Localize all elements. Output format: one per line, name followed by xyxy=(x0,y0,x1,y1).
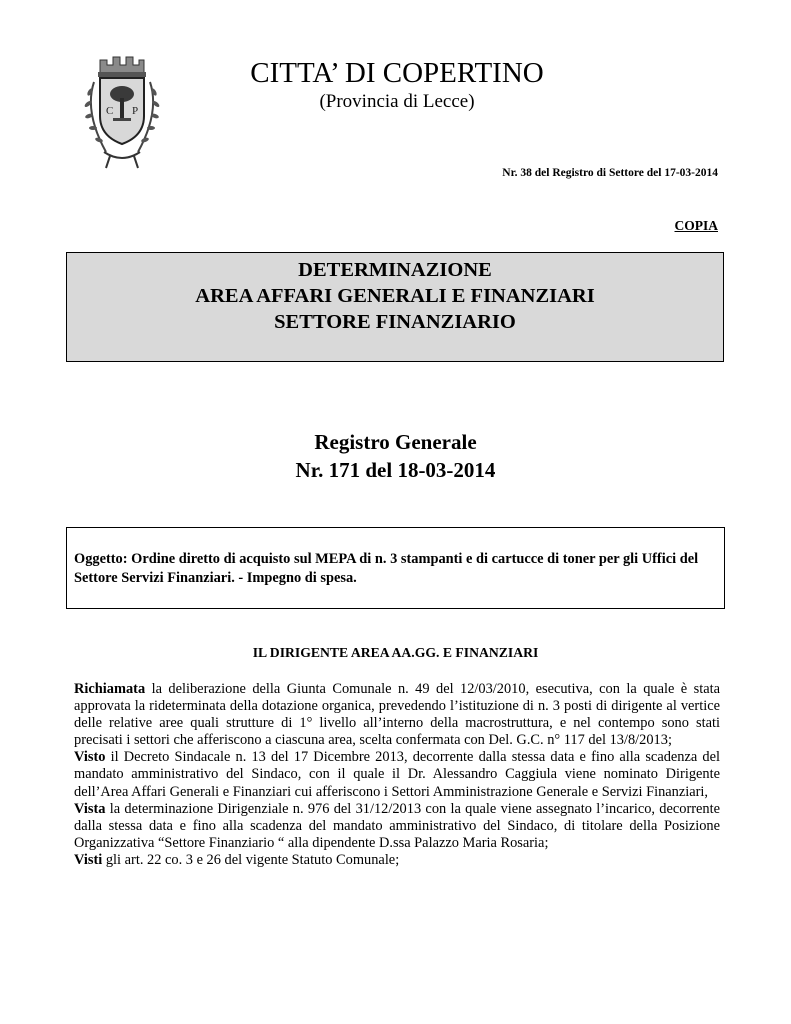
province-subtitle: (Provincia di Lecce) xyxy=(319,91,475,112)
title-box xyxy=(66,252,724,362)
registro-generale-label: Registro Generale xyxy=(314,430,477,454)
paragraph-lead: Visti xyxy=(74,851,103,868)
paragraph-text: la deliberazione della Giunta Comunale n. 49 del 12/03/2010, esecutiva, con la quale è stata approvata la rideterminata della dotazione organica, prevedendo l’istituzione di n. 3 posti di dirigente al vertice delle relative aree quali strutture di 1° livello all’interno della macrostruttura, e nel contempo sono stati precisati i settori che afferiscono a ciascuna area, scelta confermata con Del. G.C. n° 117 del 13/8/2013; xyxy=(74,681,720,749)
title-line-determinazione: DETERMINAZIONE xyxy=(298,259,492,281)
paragraph-lead: Richiamata xyxy=(74,681,146,697)
paragraph-visti xyxy=(74,852,720,869)
paragraph-text: la determinazione Dirigenziale n. 976 del 31/12/2013 con la quale viene assegnato l’incarico, decorrente dalla stessa data e fino alla scadenza del mandato amministrativo del Sindaco, di titolare della Posizione Organizzativa “Settore Finanziario “ alla dipendente D.ssa Palazzo Maria Rosaria; xyxy=(74,800,720,851)
title-line-area: AREA AFFARI GENERALI E FINANZIARI xyxy=(195,285,595,307)
paragraph-visto xyxy=(74,749,720,800)
oggetto-box xyxy=(66,527,725,609)
registro-settore: Nr. 38 del Registro di Settore del 17-03-2014 xyxy=(502,167,718,179)
copia-label: COPIA xyxy=(674,218,718,233)
svg-text:C: C xyxy=(106,105,114,117)
coat-of-arms-icon xyxy=(76,52,168,174)
title-line-settore: SETTORE FINANZIARIO xyxy=(274,311,516,333)
oggetto-text: Oggetto: Ordine diretto di acquisto sul MEPA di n. 3 stampanti e di cartucce di toner per gli Uffici del Settore Servizi Finanziari. - Impegno di spesa. xyxy=(74,551,699,586)
paragraph-richiamata xyxy=(74,681,720,749)
paragraph-text: il Decreto Sindacale n. 13 del 17 Dicembre 2013, decorrente dalla stessa data e fino alla scadenza del mandato amministrativo del Sindaco, con il quale il Dr. Alessandro Caggiula viene nominato Dirigente dell’Area Affari Generali e Finanziari cui afferiscono i Settori Amministrazione Generale e Servizi Finanziari, xyxy=(74,749,720,800)
paragraph-text: gli art. 22 co. 3 e 26 del vigente Statuto Comunale; xyxy=(102,851,400,868)
paragraph-lead: Vista xyxy=(74,800,106,817)
city-title: CITTA’ DI COPERTINO xyxy=(250,57,544,89)
svg-text:P: P xyxy=(132,105,139,117)
document-body xyxy=(74,681,720,869)
registro-generale-number: Nr. 171 del 18-03-2014 xyxy=(295,458,496,482)
paragraph-vista xyxy=(74,801,720,852)
paragraph-lead: Visto xyxy=(74,749,106,766)
section-heading: IL DIRIGENTE AREA AA.GG. E FINANZIARI xyxy=(252,645,539,660)
